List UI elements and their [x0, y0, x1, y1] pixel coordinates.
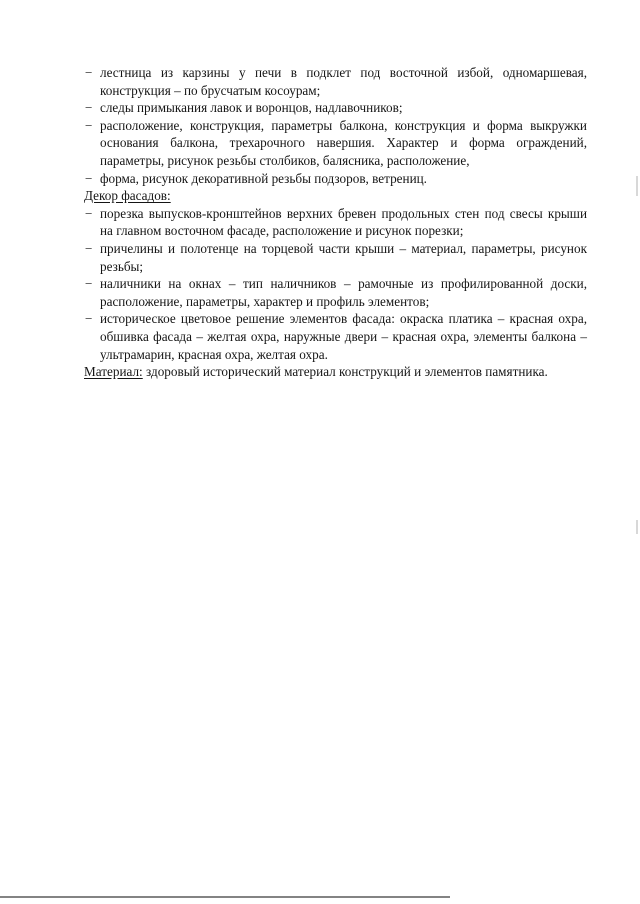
- bullet-dash: −: [85, 100, 93, 116]
- bullet-dash: −: [85, 117, 93, 133]
- facade-decor-list: [84, 205, 587, 363]
- list-item-text: историческое цветовое решение элементов фасада: окраска платика – красная охра, обшивка фасада – желтая охра, наружные двери – красная охра, элементы балкона –ультрамарин, красная охра, желтая охра.: [100, 311, 587, 362]
- list-item: [84, 99, 587, 117]
- bullet-dash: −: [85, 276, 93, 292]
- scan-edge-mark: [636, 520, 638, 534]
- list-item: [84, 310, 587, 363]
- list-item-text: форма, рисунок декоративной резьбы подзоров, ветрениц.: [100, 170, 427, 186]
- list-item: [84, 275, 587, 310]
- list-item: [84, 240, 587, 275]
- list-item-text: причелины и полотенце на торцевой части крыши – материал, параметры, рисунок резьбы;: [100, 240, 587, 274]
- scan-edge-mark: [636, 176, 638, 196]
- list-item-text: расположение, конструкция, параметры балкона, конструкция и форма выкружки основания балкона, трехарочного навершия. Характер и форма ограждений, параметры, рисунок резьбы столбиков, балясника, расположение,: [100, 117, 587, 168]
- bullet-dash: −: [85, 311, 93, 327]
- list-item: [84, 170, 587, 188]
- list-item: [84, 117, 587, 170]
- material-text: здоровый исторический материал конструкций и элементов памятника.: [142, 364, 548, 380]
- material-label: Материал:: [84, 364, 143, 380]
- material-paragraph: [84, 363, 587, 381]
- scan-edge-line: [0, 896, 450, 898]
- list-item: [84, 64, 587, 99]
- section-heading-facade-decor: Декор фасадов:: [84, 188, 171, 204]
- bullet-dash: −: [85, 205, 93, 221]
- document-body: [84, 64, 587, 381]
- list-item: [84, 205, 587, 240]
- bullet-dash: −: [85, 170, 93, 186]
- list-item-text: следы примыкания лавок и воронцов, надлавочников;: [100, 100, 403, 116]
- list-item-text: наличники на окнах – тип наличников – рамочные из профилированной доски, расположение, параметры, характер и профиль элементов;: [100, 276, 587, 309]
- list-item-text: лестница из карзины у печи в подклет под восточной избой, одномаршевая, конструкция – по брусчатым косоурам;: [100, 65, 587, 98]
- bullet-dash: −: [85, 65, 93, 80]
- protected-items-list: [84, 64, 587, 187]
- bullet-dash: −: [85, 240, 93, 256]
- list-item-text: порезка выпусков-кронштейнов верхних бревен продольных стен под свесы крыши на главном восточном фасаде, расположение и рисунок порезки;: [100, 205, 587, 239]
